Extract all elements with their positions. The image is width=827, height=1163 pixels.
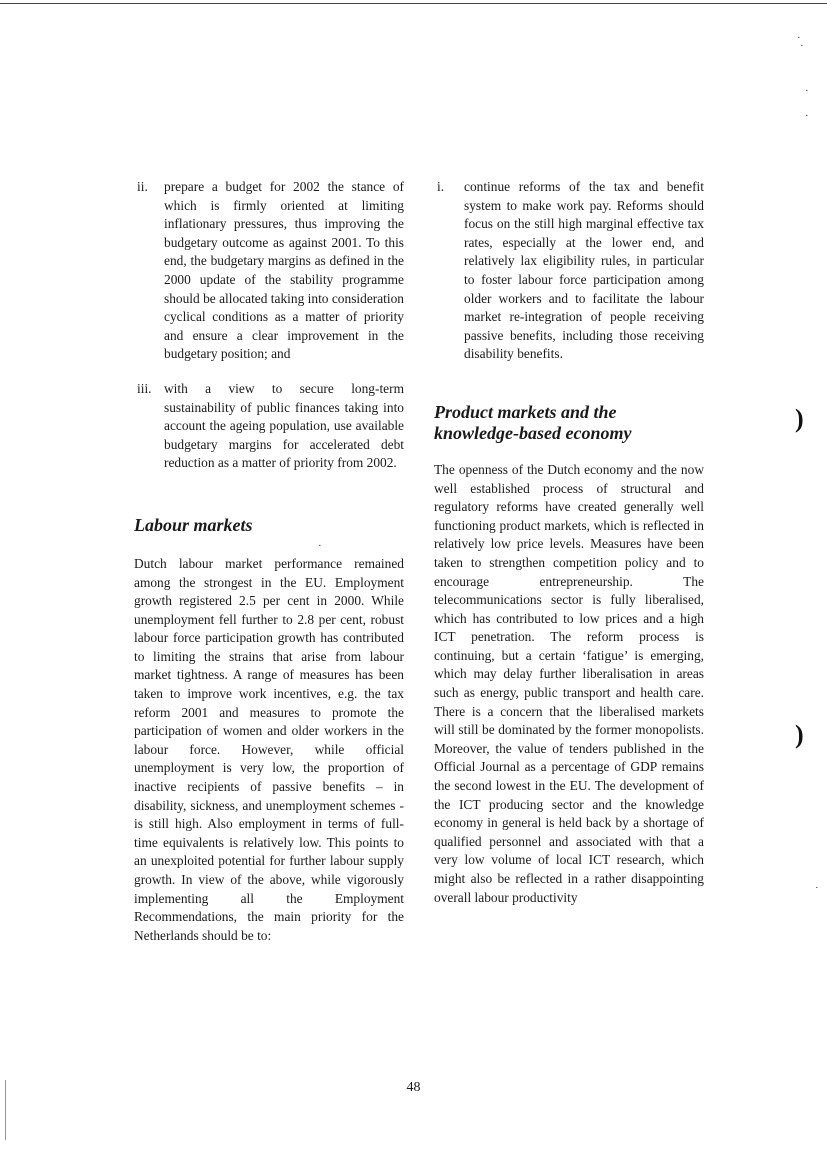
item-text: with a view to secure long-term sustainability of public finances taking into account the ageing population, use available budgetary margins for accelerated debt reduction as a matter of priority from 2002. [164,380,404,471]
scan-speck: · [805,85,809,97]
item-text: continue reforms of the tax and benefit system to make work pay. Reforms should focus on the still high marginal effective tax rates, especially at the lower end, and relatively lax eligibility rules, in particular to foster labour force participation among older workers and to facilitate the labour market re-integration of people receiving passive benefits, including those receiving disability benefits. [464,179,704,362]
left-column [134,178,404,945]
section-heading-labour-markets: Labour markets [134,514,253,535]
item-number: i. [437,179,445,194]
top-rule [0,3,827,4]
item-number: ii. [137,179,148,194]
list-item-i [434,178,704,364]
list-item-iii [134,380,404,473]
item-text: prepare a budget for 2002 the stance of which is firmly oriented at limiting inflationary pressures, thus improving the budgetary outcome as against 2001. To this end, the budgetary margins as defined in the 2000 update of the stability programme should be allocated taking into consideration cyclical conditions as a matter of priority and ensure a clear improvement in the budgetary position; and [164,179,404,362]
margin-mark: ) [795,404,804,433]
scan-speck: · [797,32,801,44]
scan-speck: · [815,882,819,894]
page-number: 48 [406,1080,421,1095]
scan-speck: · [318,540,322,552]
product-markets-paragraph: The openness of the Dutch economy and the now well established process of structural and regulatory reforms have created generally well functioning product markets, which is reflected in relatively low price levels. Measures have been taken to strengthen competition policy and to encourage entrepreneurship. The telecommunications sector is fully liberalised, which has contributed to low prices and a high ICT penetration. The reform process is continuing, but a certain ‘fatigue’ is emerging, which may delay further liberalisation in areas such as energy, public transport and health care. There is a concern that the liberalised markets will still be dominated by the former monopolists. Moreover, the value of tenders published in the Official Journal as a percentage of GDP remains the second lowest in the EU. The development of the ICT producing sector and the knowledge economy in general is held back by a shortage of qualified personnel and associated with that a very low volume of local ICT research, which might also be reflected in a rather disappointing overall labour productivity [434,461,704,905]
section-heading-product-markets: Product markets and the knowledge-based economy [434,401,632,443]
scan-speck: · [805,110,809,122]
labour-markets-paragraph: Dutch labour market performance remained among the strongest in the EU. Employment growth registered 2.5 per cent in 2000. While unemployment fell further to 2.8 per cent, robust labour force participation growth has contributed to limiting the strains that arise from labour market tightness. A range of measures has been taken to improve work incentives, e.g. the tax reform 2001 and measures to promote the participation of women and older workers in the labour force. However, while official unemployment is very low, the proportion of inactive recipients of passive benefits – in disability, sickness, and unemployment schemes - is still high. Also employment in terms of full-time equivalents is relatively low. This points to an unexploited potential for further labour supply growth. In view of the above, while vigorously implementing all the Employment Recommendations, the main priority for the Netherlands should be to: [134,555,404,943]
scan-speck: · [800,40,804,52]
list-item-ii [134,178,404,364]
right-column [434,178,704,907]
item-number: iii. [137,380,152,396]
margin-mark: ) [795,720,804,749]
